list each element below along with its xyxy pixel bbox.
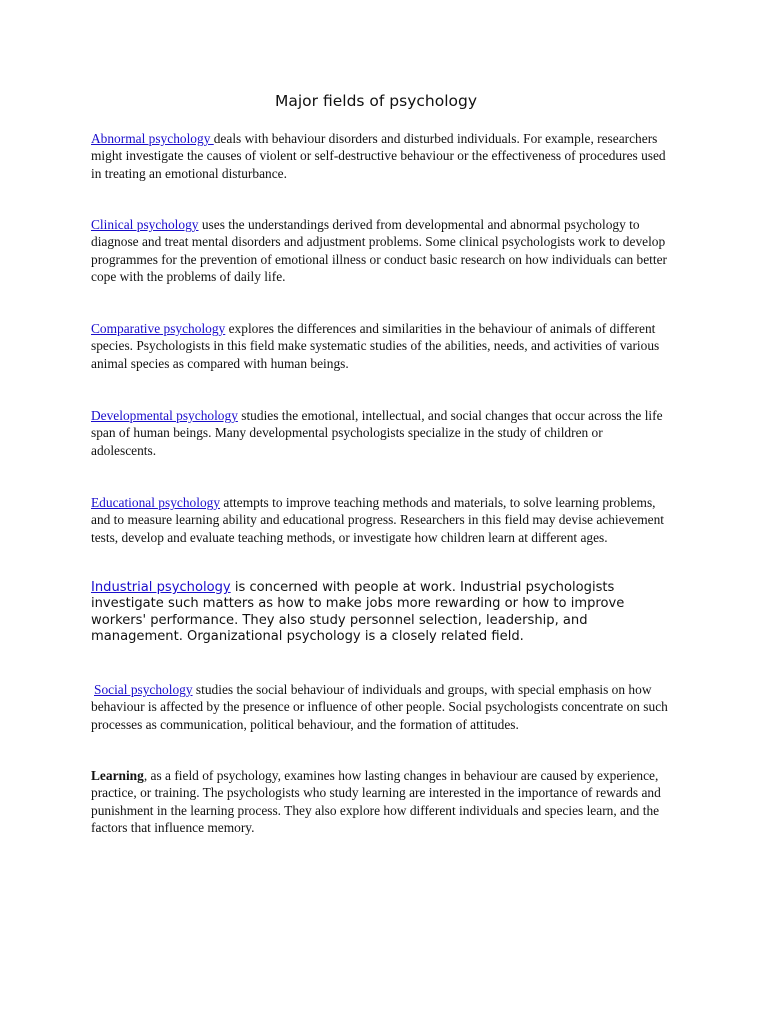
paragraph-comparative xyxy=(91,320,671,372)
link-educational-psychology[interactable]: Educational psychology xyxy=(91,495,221,510)
paragraph-text: attempts to improve teaching methods and materials, to solve learning problems, and to measure learning ability and educational progress. Researchers in this field may devise achievement tests, develop and evaluate teaching methods, or investigate how children learn at different ages. xyxy=(91,495,664,545)
paragraph-social xyxy=(91,681,671,733)
link-social-psychology[interactable]: Social psychology xyxy=(94,682,193,697)
link-clinical-psychology[interactable]: Clinical psychology xyxy=(91,217,199,232)
paragraph-text: studies the emotional, intellectual, and social changes that occur across the life span of human beings. Many developmental psychologists specialize in the study of children or adolescents. xyxy=(91,408,663,458)
paragraph-clinical xyxy=(91,216,671,286)
paragraph-text: , as a field of psychology, examines how lasting changes in behaviour are caused by experience, practice, or training. The psychologists who study learning are interested in the importance of rewards and punishment in the learning process. They also explore how different individuals and species learn, and the factors that influence memory. xyxy=(91,768,661,836)
paragraph-developmental xyxy=(91,407,671,459)
paragraph-educational xyxy=(91,494,671,546)
term-learning: Learning xyxy=(91,768,144,783)
link-developmental-psychology[interactable]: Developmental psychology xyxy=(91,408,238,423)
paragraph-abnormal xyxy=(91,130,671,182)
link-industrial-psychology[interactable]: Industrial psychology xyxy=(91,580,231,595)
paragraph-text: explores the differences and similarities in the behaviour of animals of different species. Psychologists in this field make systematic studies of the abilities, needs, and activities of various animal species as compared with human beings. xyxy=(91,321,660,371)
paragraph-industrial xyxy=(91,580,677,646)
paragraph-text: is concerned with people at work. Industrial psychologists investigate such matters as how to make jobs more rewarding or how to improve workers' performance. They also study personnel selection, leadership, and management. Organizational psychology is a closely related field. xyxy=(91,580,625,645)
paragraph-text: deals with behaviour disorders and disturbed individuals. For example, researchers might investigate the causes of violent or self-destructive behaviour or the effectiveness of procedures used in treating an emotional disturbance. xyxy=(91,131,666,181)
paragraph-text: uses the understandings derived from developmental and abnormal psychology to diagnose and treat mental disorders and adjustment problems. Some clinical psychologists work to develop programmes for the prevention of emotional illness or conduct basic research on how individuals can better cope with the problems of daily life. xyxy=(91,217,667,285)
page-title: Major fields of psychology xyxy=(275,92,477,110)
link-comparative-psychology[interactable]: Comparative psychology xyxy=(91,321,226,336)
paragraph-learning xyxy=(91,767,671,837)
link-abnormal-psychology[interactable]: Abnormal psychology xyxy=(91,131,214,146)
paragraph-text: studies the social behaviour of individuals and groups, with special emphasis on how behaviour is affected by the presence or influence of other people. Social psychologists concentrate on such processes as communication, political behaviour, and the formation of attitudes. xyxy=(91,682,668,732)
